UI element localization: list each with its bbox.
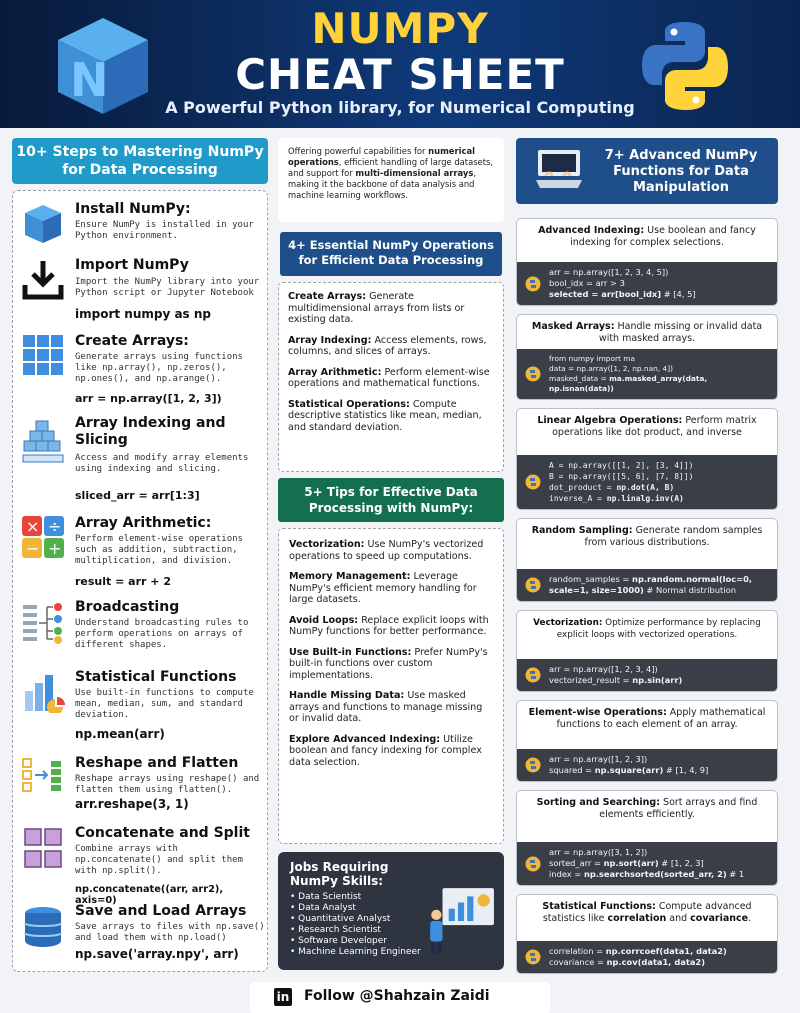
card-title: Advanced Indexing: xyxy=(538,225,645,236)
python-logo-icon xyxy=(640,20,730,112)
card-vectorization xyxy=(516,610,778,692)
tip-item xyxy=(289,647,493,682)
operation-desc: Perform element-wise operations and mathematical functions. xyxy=(288,366,490,389)
code-bold: np.dot(A, B) xyxy=(616,483,675,492)
steps-header: 10+ Steps to Mastering NumPy for Data Processing xyxy=(12,138,268,184)
code-comment: # [1, 4, 9] xyxy=(663,765,709,775)
python-icon xyxy=(525,276,541,292)
intro-bold: numerical operations xyxy=(288,146,475,167)
operation-title: Statistical Operations: xyxy=(288,398,410,410)
operation-title: Array Arithmetic: xyxy=(288,366,382,378)
card-statistical-functions xyxy=(516,894,778,974)
card-desc: Perform matrix operations like dot product, and inverse xyxy=(552,415,757,438)
card-text xyxy=(517,895,777,931)
code-text: vectorized_result = xyxy=(549,675,633,685)
card-desc: Compute advanced statistics like xyxy=(542,901,752,924)
job-item: • Software Developer xyxy=(290,936,492,947)
step-desc: Combine arrays with np.concatenate() and split them with np.split(). xyxy=(75,844,243,876)
svg-text:N: N xyxy=(70,53,109,107)
step-title: Array Indexing and Slicing xyxy=(75,415,226,448)
svg-text:×: × xyxy=(26,517,40,536)
step-desc: Access and modify array elements using indexing and slicing. xyxy=(75,453,249,474)
code-line: data = np.array([1, 2, np.nan, 4]) xyxy=(549,364,673,373)
code-line xyxy=(549,289,773,300)
step-title: Reshape and Flatten xyxy=(75,755,239,771)
tip-desc: Use NumPy's vectorized operations to speed up computations. xyxy=(289,539,484,562)
operations-header: 4+ Essential NumPy Operations for Efficient Data Processing xyxy=(280,232,502,276)
step-title: Install NumPy: xyxy=(75,201,191,217)
code-line xyxy=(549,675,773,686)
python-icon xyxy=(525,577,541,593)
advanced-header xyxy=(516,138,778,204)
step-code: sliced_arr = arr[1:3] xyxy=(75,489,200,502)
operation-item xyxy=(288,399,494,434)
tip-desc: Replace explicit loops with NumPy functions for better performance. xyxy=(289,614,489,637)
code-block xyxy=(517,349,778,399)
code-bold: np.sin(arr) xyxy=(632,675,683,685)
card-title: Sorting and Searching: xyxy=(536,797,661,808)
python-icon xyxy=(525,667,541,683)
operation-title: Array Indexing: xyxy=(288,334,372,346)
tip-item xyxy=(289,690,493,725)
database-icon xyxy=(21,905,65,949)
card-desc: Use boolean and fancy indexing for complex selections. xyxy=(570,225,756,248)
intro-bold: multi-dimensional arrays xyxy=(355,168,474,178)
step-desc: Import the NumPy library into your Python script or Jupyter Notebook xyxy=(75,277,260,298)
steps-panel xyxy=(12,190,268,972)
title-line-1: NUMPY xyxy=(311,4,489,53)
card-masked-arrays xyxy=(516,314,778,400)
bar-chart-icon xyxy=(21,669,65,713)
code-line xyxy=(549,585,773,596)
intro-text xyxy=(278,138,504,222)
math-operators-icon xyxy=(21,515,65,559)
operation-item xyxy=(288,291,494,326)
card-text xyxy=(517,701,777,737)
header-banner xyxy=(0,0,800,128)
card-text xyxy=(517,219,777,255)
code-line: arr = np.array([3, 1, 2]) xyxy=(549,847,648,857)
code-text: covariance = xyxy=(549,957,607,967)
cubes-icon xyxy=(21,827,65,871)
code-bold: np.linalg.inv(A) xyxy=(606,494,684,503)
card-desc: . xyxy=(748,913,752,924)
operations-panel xyxy=(278,282,504,472)
code-bold: np.corrcoef(data1, data2) xyxy=(605,946,727,956)
code-text: correlation = xyxy=(549,946,606,956)
code-line: arr = np.array([1, 2, 3, 4]) xyxy=(549,664,658,674)
python-icon xyxy=(525,474,541,490)
card-text xyxy=(517,519,777,555)
tip-title: Memory Management: xyxy=(289,571,411,582)
step-title: Array Arithmetic: xyxy=(75,515,212,531)
job-item: • Machine Learning Engineer xyxy=(290,947,492,958)
step-code: np.concatenate((arr, arr2), axis=0) xyxy=(75,884,224,906)
code-line xyxy=(549,493,773,504)
svg-text:÷: ÷ xyxy=(48,517,62,536)
code-comment: # [1, 2, 3] xyxy=(658,858,704,868)
code-line xyxy=(549,374,773,394)
code-bold: selected = arr[bool_idx] xyxy=(549,289,662,299)
code-comment: # Normal distribution xyxy=(643,585,736,595)
step-desc: Reshape arrays using reshape() and flatten them using flatten(). xyxy=(75,774,260,795)
laptop-typing-icon xyxy=(534,148,584,192)
step-desc: Save arrays to files with np.save() and load them with np.load() xyxy=(75,922,265,943)
tips-header: 5+ Tips for Effective Data Processing with NumPy: xyxy=(278,478,504,522)
tip-item xyxy=(289,615,493,638)
step-desc: Use built-in functions to compute mean, median, sum, and standard deviation. xyxy=(75,688,254,720)
card-title: Random Sampling: xyxy=(531,525,633,536)
tip-title: Vectorization: xyxy=(289,539,365,550)
step-code: arr = np.array([1, 2, 3]) xyxy=(75,392,222,405)
card-sorting xyxy=(516,790,778,886)
download-icon xyxy=(21,257,65,301)
step-title: Statistical Functions xyxy=(75,669,237,685)
grid-icon xyxy=(21,333,65,377)
code-text: random_samples = xyxy=(549,574,633,584)
intro-part: Offering powerful capabilities for xyxy=(288,146,429,156)
code-line xyxy=(549,858,773,869)
step-code: arr.reshape(3, 1) xyxy=(75,797,189,811)
tip-desc: Leverage NumPy's efficient memory handling for large datasets. xyxy=(289,571,477,605)
code-line: from numpy import ma xyxy=(549,354,636,363)
card-desc: Optimize performance by replacing explicit loops with vectorized operations. xyxy=(556,618,761,640)
card-title: Element-wise Operations: xyxy=(528,707,667,718)
code-line: arr = np.array([1, 2, 3]) xyxy=(549,754,648,764)
code-text: dot_product = xyxy=(549,483,617,492)
operation-title: Create Arrays: xyxy=(288,291,367,302)
broadcast-tree-icon xyxy=(21,601,65,645)
subtitle: A Powerful Python library, for Numerical Computing xyxy=(165,98,635,117)
card-elementwise xyxy=(516,700,778,782)
step-title: Broadcasting xyxy=(75,599,180,615)
intro-part: , making it the backbone of data analysis and machine learning workflows. xyxy=(288,168,476,200)
code-block xyxy=(517,941,778,973)
code-bold: np.random.normal(loc=0, xyxy=(632,574,752,584)
step-title: Save and Load Arrays xyxy=(75,903,247,919)
tip-desc: Utilize boolean and fancy indexing for complex data selection. xyxy=(289,733,482,768)
code-comment: # 1 xyxy=(726,869,745,879)
card-linear-algebra xyxy=(516,408,778,510)
code-block xyxy=(517,569,778,601)
code-line xyxy=(549,957,773,968)
job-item: • Data Scientist xyxy=(290,892,492,903)
job-item: • Data Analyst xyxy=(290,903,492,914)
card-text xyxy=(517,611,777,647)
jobs-panel xyxy=(278,852,504,970)
tip-item xyxy=(289,539,493,562)
stacked-blocks-icon xyxy=(21,419,65,463)
tip-desc: Use masked arrays and functions to manage missing or invalid data. xyxy=(289,690,483,724)
code-block xyxy=(517,659,778,691)
code-bold: np.sort(arr) xyxy=(603,858,659,868)
linkedin-icon[interactable]: in xyxy=(274,988,292,1006)
code-text: masked_data = xyxy=(549,374,610,383)
code-line xyxy=(549,765,773,776)
card-text xyxy=(517,791,777,827)
svg-text:−: − xyxy=(26,539,40,558)
step-desc: Generate arrays using functions like np.array(), np.zeros(), np.ones(), and np.arange(). xyxy=(75,352,243,384)
code-line: A = np.array([[1, 2], [3, 4]]) xyxy=(549,461,694,470)
step-code: result = arr + 2 xyxy=(75,575,171,588)
code-line xyxy=(549,482,773,493)
advanced-header-text: 7+ Advanced NumPy Functions for Data Manipulation xyxy=(604,148,758,195)
tip-title: Handle Missing Data: xyxy=(289,690,405,701)
tip-title: Avoid Loops: xyxy=(289,614,359,626)
operation-desc: Access elements, rows, columns, and slices of arrays. xyxy=(288,334,487,357)
step-desc: Ensure NumPy is installed in your Python environment. xyxy=(75,220,254,241)
card-desc: Generate random samples from various distributions. xyxy=(584,525,763,548)
python-icon xyxy=(525,856,541,872)
card-desc: Apply mathematical functions to each element of an array. xyxy=(556,707,766,730)
step-title: Create Arrays: xyxy=(75,333,189,349)
reshape-icon xyxy=(21,755,65,799)
analyst-illustration-icon xyxy=(424,884,496,956)
code-block xyxy=(517,842,778,885)
code-bold: scale=1, size=1000) xyxy=(549,585,644,595)
tip-title: Use Built-in Functions: xyxy=(289,646,412,658)
python-icon xyxy=(525,366,541,382)
operation-desc: Compute descriptive statistics like mean, median, and standard deviation. xyxy=(288,398,482,433)
card-title: Vectorization: xyxy=(533,618,603,628)
card-desc: Handle missing or invalid data with masked arrays. xyxy=(598,321,763,344)
step-code: import numpy as np xyxy=(75,307,212,321)
card-title: Linear Algebra Operations: xyxy=(537,415,683,426)
tip-title: Explore Advanced Indexing: xyxy=(289,733,441,745)
step-desc: Perform element-wise operations such as addition, subtraction, multiplication, and division. xyxy=(75,534,243,566)
code-bold: ma.masked_array(data, np.isnan(data)) xyxy=(549,374,708,393)
tip-desc: Prefer NumPy's built-in functions over custom implementations. xyxy=(289,646,488,681)
card-bold: correlation xyxy=(607,913,667,924)
python-icon xyxy=(525,949,541,965)
operation-item xyxy=(288,367,494,390)
operation-desc: Generate multidimensional arrays from lists or existing data. xyxy=(288,291,465,325)
card-text xyxy=(517,409,777,445)
python-icon xyxy=(525,757,541,773)
code-text: squared = xyxy=(549,765,595,775)
card-bold: covariance xyxy=(690,913,749,924)
footer-follow[interactable] xyxy=(250,982,550,1013)
svg-text:+: + xyxy=(48,539,62,558)
tips-panel xyxy=(278,528,504,844)
code-block xyxy=(517,749,778,781)
code-line xyxy=(549,869,773,880)
card-advanced-indexing xyxy=(516,218,778,306)
numpy-cube-icon xyxy=(21,201,65,245)
tip-item xyxy=(289,571,493,606)
code-line: arr = np.array([1, 2, 3, 4, 5]) xyxy=(549,267,669,277)
follow-text[interactable]: Follow @Shahzain Zaidi xyxy=(304,988,490,1004)
code-bold: np.square(arr) xyxy=(594,765,664,775)
code-text: index = xyxy=(549,869,584,879)
step-code: np.save('array.npy', arr) xyxy=(75,947,239,961)
card-desc: Sort arrays and find elements efficiently. xyxy=(599,797,758,820)
code-text: sorted_arr = xyxy=(549,858,604,868)
operation-item xyxy=(288,335,494,358)
code-line: B = np.array([[5, 6], [7, 8]]) xyxy=(549,472,694,481)
tip-item xyxy=(289,734,493,769)
code-line xyxy=(549,946,773,957)
code-line: bool_idx = arr > 3 xyxy=(549,278,625,288)
jobs-title: Jobs Requiring NumPy Skills: xyxy=(290,860,389,888)
job-item: • Quantitative Analyst xyxy=(290,914,492,925)
code-bold: np.cov(data1, data2) xyxy=(606,957,705,967)
card-title: Statistical Functions: xyxy=(542,901,656,912)
title-line-2: CHEAT SHEET xyxy=(235,50,565,99)
job-item: • Research Scientist xyxy=(290,925,492,936)
code-comment: # [4, 5] xyxy=(661,289,696,299)
code-line xyxy=(549,574,773,585)
step-code: np.mean(arr) xyxy=(75,727,165,741)
code-block xyxy=(517,262,778,305)
step-desc: Understand broadcasting rules to perform operations on arrays of different shapes. xyxy=(75,618,249,650)
card-text xyxy=(517,315,777,351)
card-desc: and xyxy=(666,913,691,924)
code-block xyxy=(517,455,778,509)
card-title: Masked Arrays: xyxy=(531,321,615,332)
intro-part: , efficient handling of large datasets, and support for xyxy=(288,157,494,178)
code-text: inverse_A = xyxy=(549,494,607,503)
step-title: Import NumPy xyxy=(75,257,189,273)
card-random-sampling xyxy=(516,518,778,602)
code-bold: np.searchsorted(sorted_arr, 2) xyxy=(583,869,727,879)
step-title: Concatenate and Split xyxy=(75,825,250,841)
